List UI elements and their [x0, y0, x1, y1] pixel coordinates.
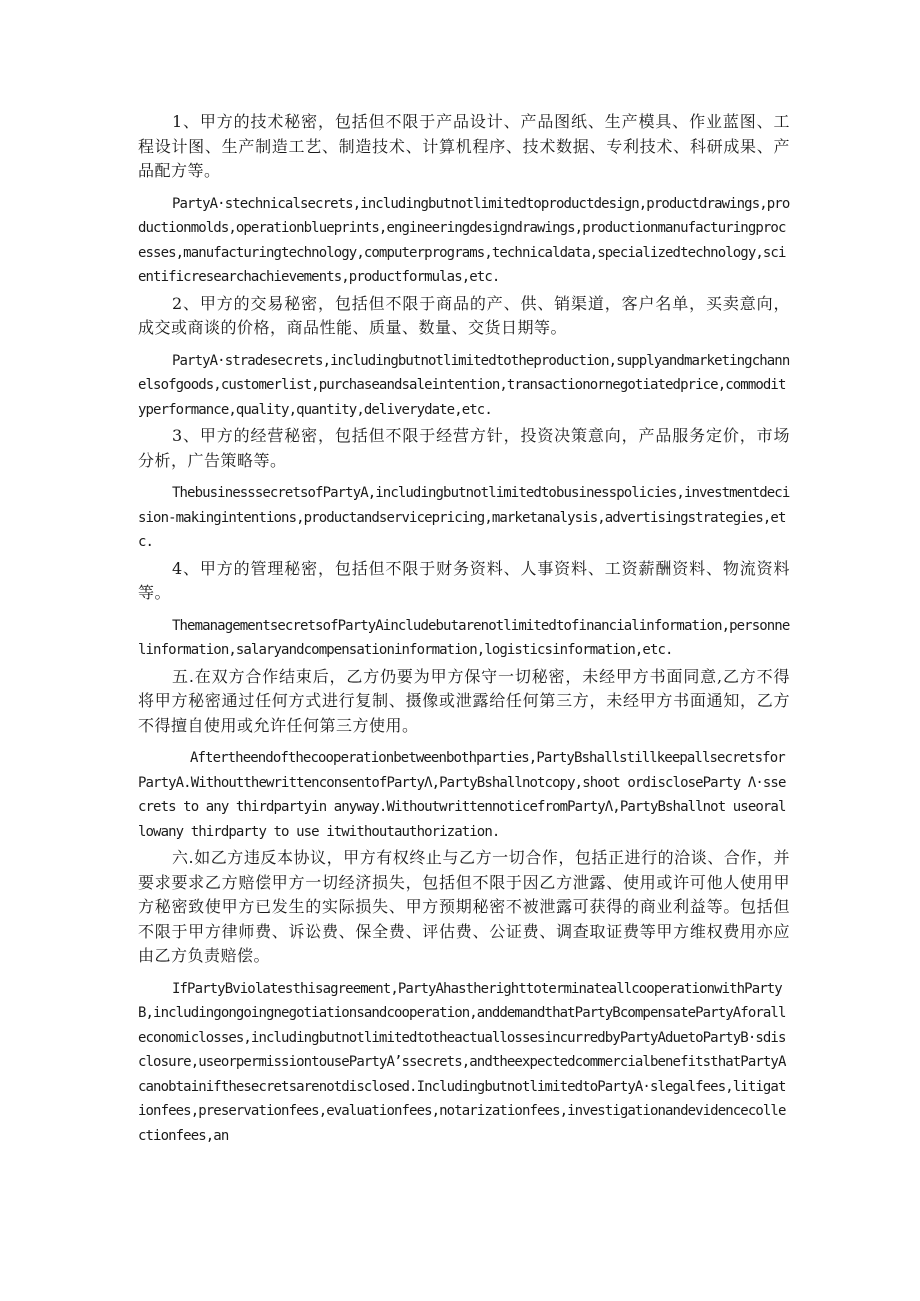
clause-1-english: PartyA·stechnicalsecrets,includingbutnotlimitedtoproductdesign,productdrawings,productionmolds,operationblueprints,engineeringdesigndrawings,productionmanufacturingprocesses,manufacturingtechnology,computerprograms,technicaldata,specializedtechnology,scientificresearchachievements,productformulas,etc. [138, 195, 790, 285]
document-page [138, 110, 790, 1148]
section-6-chinese: 六.如乙方违反本协议，甲方有权终止与乙方一切合作，包括正进行的洽谈、合作，并要求要求乙方赔偿甲方一切经济损失，包括但不限于因乙方泄露、使用或许可他人使用甲方秘密致使甲方已发生的实际损失、甲方预期秘密不被泄露可获得的商业利益等。包括但不限于甲方律师费、诉讼费、保全费、评估费、公证费、调查取证费等甲方维权费用亦应由乙方负责赔偿。 [138, 848, 790, 965]
section-6-english: IfPartyBviolatesthisagreement,PartyAhastherighttoterminateallcooperationwithPartyB,includingongoingnegotiationsandcooperation,anddemandthatPartyBcompensatePartyAforalleconomiclosses,includingbutnotlimitedtotheactuallossesincurredbyPartyAduetoPartyB·sdisclosure,useorpermissiontousePartyA’ssecrets,andtheexpectedcommercialbenefitsthatPartyAcanobtainifthesecretsarenotdisclosed.IncludingbutnotlimitedtoPartyA·slegalfees,litigationfees,preservationfees,evaluationfees,notarizationfees,investigationandevidencecollectionfees,an [138, 980, 786, 1144]
clause-1-chinese: 1、甲方的技术秘密，包括但不限于产品设计、产品图纸、生产模具、作业蓝图、工程设计图、生产制造工艺、制造技术、计算机程序、技术数据、专利技术、科研成果、产品配方等。 [138, 112, 790, 180]
clause-2-chinese: 2、甲方的交易秘密，包括但不限于商品的产、供、销渠道，客户名单，买卖意向，成交或商谈的价格，商品性能、质量、数量、交货日期等。 [138, 293, 790, 337]
clause-4-english: ThemanagementsecretsofPartyAincludebutarenotlimitedtofinancialinformation,personnelinformation,salaryandcompensationinformation,logisticsinformation,etc. [138, 617, 790, 658]
clause-2-english: PartyA·stradesecrets,includingbutnotlimitedtotheproduction,supplyandmarketingchannelsofgoods,customerlist,purchaseandsaleintention,transactionornegotiatedprice,commodityperformance,quality,quantity,deliverydate,etc. [138, 352, 790, 418]
clause-4-chinese: 4、甲方的管理秘密，包括但不限于财务资料、人事资料、工资薪酬资料、物流资料等。 [138, 558, 790, 602]
section-5-english: Aftertheendofthecooperationbetweenbothparties,PartyBshallstillkeepallsecretsforPartyA.WithoutthewrittenconsentofPartyΛ,PartyBshallnotcopy,shoot ordiscloseParty Λ·ssecrets to any thirdpartyin anyway.WithoutwrittennoticefromPartyΛ,PartyBshallnot useorallowany thirdparty to use itwithoutauthorization. [138, 750, 786, 840]
clause-3-chinese: 3、甲方的经营秘密，包括但不限于经营方针，投资决策意向，产品服务定价，市场分析，广告策略等。 [138, 426, 790, 470]
section-5-chinese: 五.在双方合作结束后，乙方仍要为甲方保守一切秘密，未经甲方书面同意,乙方不得将甲方秘密通过任何方式进行复制、摄像或泄露给任何第三方，未经甲方书面通知，乙方不得擅自使用或允许任何第三方使用。 [138, 666, 790, 735]
clause-3-english: ThebusinesssecretsofPartyA,includingbutnotlimitedtobusinesspolicies,investmentdecision-makingintentions,productandservicepricing,marketanalysis,advertisingstrategies,etc. [138, 485, 790, 550]
